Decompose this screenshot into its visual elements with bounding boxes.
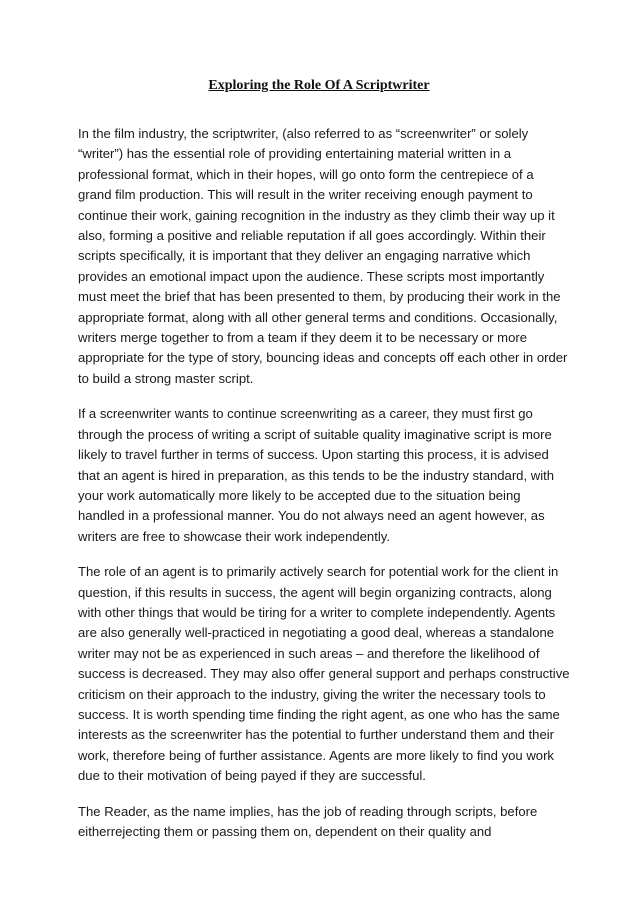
paragraph-reader-role: The Reader, as the name implies, has the job of reading through scripts, before eitherrejecting them or passing them on, dependent on their quality and: [78, 803, 538, 839]
document-body: [78, 124, 570, 857]
paragraph-scriptwriter-role: In the film industry, the scriptwriter, (also referred to as “screenwriter” or solely “writer”) has the essential role of providing entertaining material written in a professional format, which in their hopes, will go onto form the centrepiece of a grand film production. This will result in the writer receiving enough payment to continue their work, gaining recognition in the industry as they climb their way up it also, forming a positive and reliable reputation if all goes accordingly. Within their scripts specifically, it is important that they deliver an engaging narrative which provides an emotional impact upon the audience. These scripts most importantly must meet the brief that has been presented to them, by producing their work in the appropriate format, along with all other general terms and conditions. Occasionally, writers merge together to from a team if they deem it to be necessary or more appropriate for the type of story, bouncing ideas and concepts off each other in order to build a strong master script.: [78, 126, 568, 386]
paragraph-agent-role: The role of an agent is to primarily actively search for potential work for the client in question, if this results in success, the agent will begin organizing contracts, along with other things that would be tiring for a writer to complete independently. Agents are also generally well-practiced in negotiating a good deal, whereas a standalone writer may not be as experienced in such areas – and therefore the likelihood of success is decreased. They may also offer general support and perhaps constructive criticism on their approach to the industry, giving the writer the necessary tools to success. It is worth spending time finding the right agent, as one who has the same interests as the screenwriter has the potential to further understand them and their work, therefore being of further assistance. Agents are more likely to find you work due to their motivation of being payed if they are successful.: [78, 564, 570, 784]
document-title: Exploring the Role Of A Scriptwriter: [208, 78, 430, 93]
paragraph-career-process: If a screenwriter wants to continue screenwriting as a career, they must first go through the process of writing a script of suitable quality imaginative script is more likely to travel further in terms of success. Upon starting this process, it is advised that an agent is hired in preparation, as this tends to be the industry standard, with your work automatically more likely to be accepted due to the situation being handled in a professional manner. You do not always need an agent however, as writers are free to showcase their work independently.: [78, 406, 555, 544]
